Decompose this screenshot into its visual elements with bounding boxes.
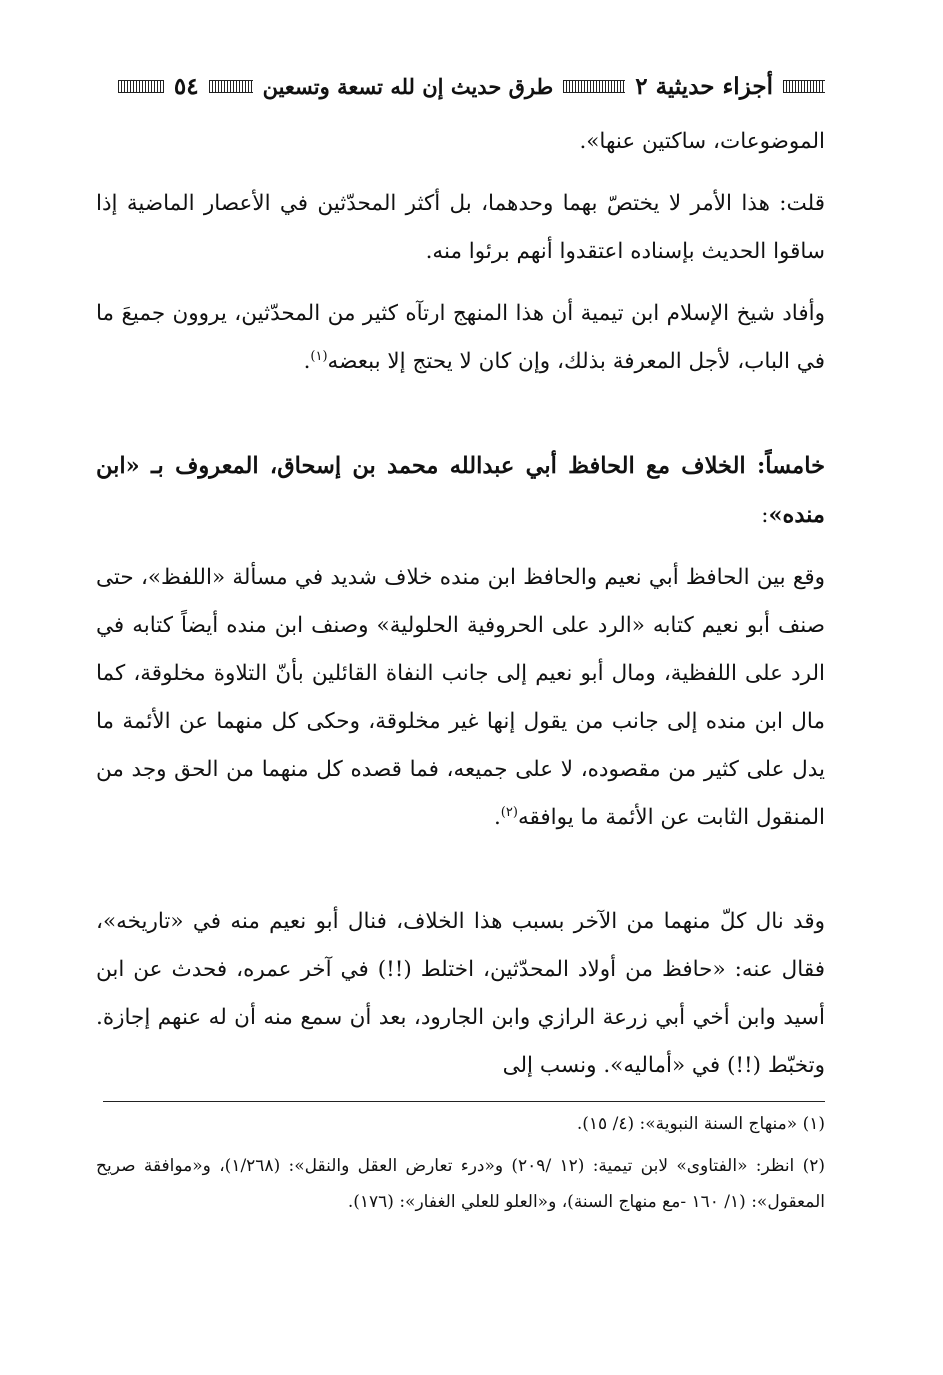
page-number: ٥٤ <box>173 72 199 100</box>
paragraph <box>96 290 825 386</box>
paragraph <box>96 554 825 842</box>
header-ornament-right <box>783 80 825 93</box>
paragraph-continuation <box>96 118 825 166</box>
header-ornament <box>563 80 625 93</box>
paragraph-text: الموضوعات، ساكتين عنها». <box>579 129 825 154</box>
paragraph-text: قلت: هذا الأمر لا يختصّ بهما وحدهما، بل أكثر المحدّثين في الأعصار الماضية إذا ساقوا الحديث بإسناده اعتقدوا أنهم برئوا منه. <box>96 191 825 264</box>
footnote: (٢) انظر: «الفتاوى» لابن تيمية: (١٢ /٢٠٩) و«درء تعارض العقل والنقل»: (١/٢٦٨)، و«موافقة صريح المعقول»: (١/ ١٦٠ -مع منهاج السنة)، و«العلو للعلي الغفار»: (١٧٦). <box>96 1156 825 1212</box>
heading-text: خامساً: الخلاف مع الحافظ أبي عبدالله محمد بن إسحاق، المعروف بـ «ابن منده» <box>96 453 825 528</box>
paragraph-text: وقد نال كلّ منهما من الآخر بسبب هذا الخلاف، فنال أبو نعيم منه في «تاريخه»، فقال عنه: «حافظ من أولاد المحدّثين، اختلط (!!) في آخر عمره، فحدث عن ابن أسيد وابن أخي أبي زرعة الرازي وابن الجارود، بعد أن سمع منه أن له عنهم إجازة. وتخبّط (!!) في «أماليه». ونسب إلى <box>96 909 826 1078</box>
footnote-separator <box>103 1101 825 1102</box>
paragraph-body: وقع بين الحافظ أبي نعيم والحافظ ابن منده خلاف شديد في مسألة «اللفظ»، حتى صنف أبو نعيم كتابه «الرد على الحروفية الحلولية» وصنف ابن منده أيضاً كتابه في الرد على اللفظية، ومال أبو نعيم إلى جانب النفاة القائلين بأنّ التلاوة مخلوقة، كما مال ابن منده إلى جانب من يقول إنها غير مخلوقة، وحكى كل منهما عن الأئمة ما يدل على كثير من مقصوده، لا على جميعه، فما قصده كل منهما من الحق وجد من المنقول الثابت عن الأئمة ما يوافقه <box>96 565 825 830</box>
paragraph-text <box>96 290 825 386</box>
paragraph <box>96 180 825 276</box>
section-heading <box>96 442 825 540</box>
book-title: طرق حديث إن لله تسعة وتسعين <box>262 73 554 99</box>
paragraph-text <box>96 554 825 842</box>
footnote: (١) «منهاج السنة النبوية»: (٤/ ١٥). <box>576 1114 825 1134</box>
footnote-ref[interactable]: (١) <box>310 348 328 364</box>
header-ornament-left <box>118 80 164 93</box>
heading-colon: : <box>761 503 769 528</box>
footnote-ref[interactable]: (٢) <box>500 804 518 820</box>
running-header <box>96 64 825 108</box>
footnotes <box>96 1106 825 1220</box>
paragraph-end: . <box>493 805 501 830</box>
paragraph-end: . <box>303 349 311 374</box>
header-ornament <box>209 80 253 93</box>
paragraph <box>96 898 825 1090</box>
series-title: أجزاء حديثية ٢ <box>635 72 773 100</box>
paragraph-body: وأفاد شيخ الإسلام ابن تيمية أن هذا المنهج ارتآه كثير من المحدّثين، يروون جميعَ ما في الباب، لأجل المعرفة بذلك، وإن كان لا يحتج إلا ببعضه <box>96 301 825 374</box>
